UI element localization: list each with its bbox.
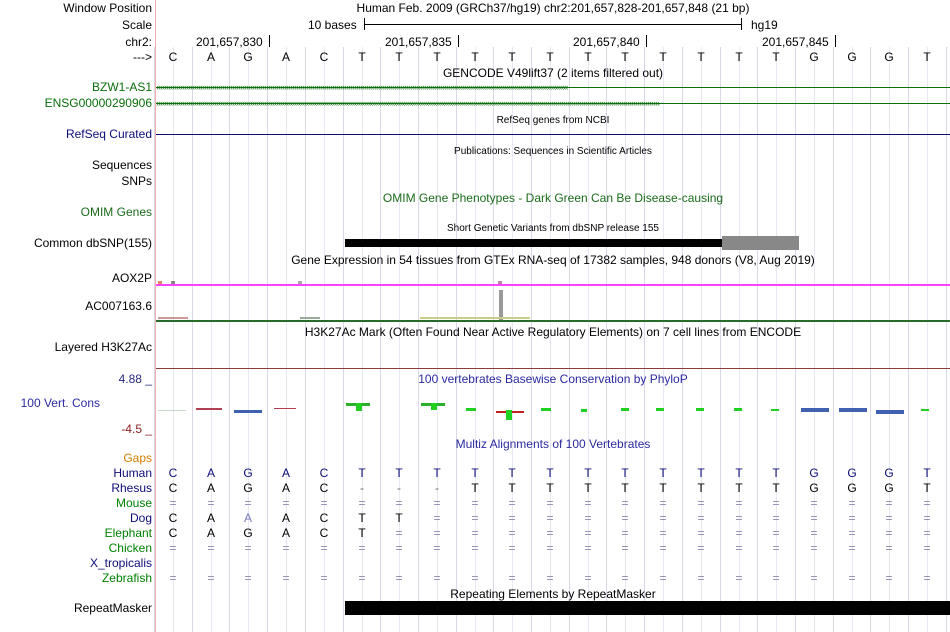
alignment-base: = <box>395 496 403 510</box>
refseq-track-title: RefSeq genes from NCBI <box>496 115 610 126</box>
species-label-zebrafish[interactable]: Zebrafish <box>101 571 152 585</box>
base-letter: C <box>319 50 329 64</box>
h3k27ac-track-title: H3K27Ac Mark (Often Found Near Active Regulatory Elements) on 7 cell lines from ENCODE <box>304 325 802 339</box>
phylop-min-label: -4.5 _ <box>121 422 152 436</box>
omim-label[interactable]: OMIM Genes <box>80 205 152 219</box>
phylop-plot[interactable] <box>156 398 950 424</box>
alignment-base: = <box>772 496 780 510</box>
alignment-base: = <box>320 571 328 585</box>
base-letter: T <box>659 50 667 64</box>
alignment-base: = <box>207 541 215 555</box>
base-letter: C <box>168 50 178 64</box>
alignment-base: A <box>206 526 215 540</box>
alignment-base: = <box>885 571 893 585</box>
alignment-base: = <box>433 541 441 555</box>
alignment-base: T <box>358 511 366 525</box>
alignment-base: = <box>471 496 479 510</box>
alignment-base: = <box>471 511 479 525</box>
base-letter: T <box>395 50 403 64</box>
refseq-gene-line[interactable] <box>156 134 950 135</box>
alignment-base: T <box>735 481 743 495</box>
alignment-base: T <box>621 466 629 480</box>
alignment-base: = <box>358 541 366 555</box>
alignment-base: = <box>244 541 252 555</box>
alignment-base: A <box>206 481 215 495</box>
base-letter: G <box>809 50 819 64</box>
alignment-base: = <box>923 511 931 525</box>
gtex-tissue-bar[interactable] <box>499 290 503 320</box>
position-tick-label: 201,657,835 <box>385 35 452 49</box>
base-letter: T <box>923 50 931 64</box>
scale-bar-left-tick <box>364 18 365 30</box>
alignment-base: = <box>848 526 856 540</box>
dbsnp-label[interactable]: Common dbSNP(155) <box>33 236 152 250</box>
alignment-base: = <box>282 541 290 555</box>
alignment-base: C <box>168 526 178 540</box>
alignment-base: T <box>659 481 667 495</box>
alignment-base: = <box>584 526 592 540</box>
alignment-base: C <box>168 481 178 495</box>
base-letter: T <box>358 50 366 64</box>
position-tick <box>646 35 647 47</box>
repeatmasker-element[interactable] <box>345 601 950 615</box>
omim-track-title: OMIM Gene Phenotypes - Dark Green Can Be Disease-causing <box>382 191 724 205</box>
h3k27ac-baseline <box>156 368 950 369</box>
alignment-base: C <box>319 526 329 540</box>
alignment-base: A <box>281 511 290 525</box>
alignment-base: = <box>169 496 177 510</box>
base-letter: T <box>735 50 743 64</box>
alignment-base: = <box>772 571 780 585</box>
alignment-base: = <box>358 571 366 585</box>
alignment-base: T <box>659 466 667 480</box>
position-tick <box>835 35 836 47</box>
alignment-base: T <box>697 481 705 495</box>
phylop-track-title: 100 vertebrates Basewise Conservation by PhyloP <box>418 372 688 386</box>
gtex-gene-ac007163-6[interactable]: AC007163.6 <box>85 299 152 313</box>
alignment-base: = <box>508 526 516 540</box>
alignment-base: - <box>360 481 364 495</box>
gtex-tissue-bar[interactable] <box>298 281 302 284</box>
alignment-base: = <box>923 571 931 585</box>
alignment-base: = <box>923 526 931 540</box>
scale-bar <box>364 24 741 25</box>
gtex-tissue-bar[interactable] <box>498 281 502 284</box>
alignment-base: = <box>320 541 328 555</box>
alignment-base: = <box>885 526 893 540</box>
gencode-strand-arrows: ›››››››››››››››››››››››››››››››››››››››››››››››››››››››››››››››››››››››››››››››››››››››››››››››››››››››››››››››››››››››››››››››››››››››››››››››››››››››››››››››››››››››››››››››››››››››››››››››››››››››››››››››››››››››››››››››››››››››››››››››››››››››››››› <box>156 98 660 108</box>
alignment-base: A <box>243 511 252 525</box>
alignment-base: = <box>508 571 516 585</box>
alignment-base: T <box>772 466 780 480</box>
alignment-base: T <box>508 466 516 480</box>
alignment-base: = <box>508 541 516 555</box>
chrom-label: chr2: <box>125 35 152 49</box>
alignment-base: C <box>168 466 178 480</box>
alignment-base: = <box>471 541 479 555</box>
alignment-base: A <box>281 481 290 495</box>
base-letter: T <box>433 50 441 64</box>
alignment-base: = <box>810 571 818 585</box>
position-tick-label: 201,657,830 <box>196 35 263 49</box>
alignment-base: = <box>735 526 743 540</box>
alignment-base: = <box>395 541 403 555</box>
alignment-base: G <box>847 481 857 495</box>
alignment-base: = <box>697 541 705 555</box>
alignment-base: = <box>584 541 592 555</box>
alignment-base: T <box>584 466 592 480</box>
alignment-base: = <box>810 496 818 510</box>
position-tick-label: 201,657,840 <box>573 35 640 49</box>
window-position-text: Human Feb. 2009 (GRCh37/hg19) chr2:201,657,828-201,657,848 (21 bp) <box>356 1 750 15</box>
alignment-base: = <box>885 541 893 555</box>
gtex-tissue-bar[interactable] <box>300 317 320 319</box>
position-tick <box>269 35 270 47</box>
alignment-base: = <box>885 511 893 525</box>
alignment-base: = <box>169 571 177 585</box>
species-label-dog[interactable]: Dog <box>129 511 152 525</box>
alignment-base: = <box>772 511 780 525</box>
base-letter: T <box>508 50 516 64</box>
base-letter: T <box>471 50 479 64</box>
publications-track-title: Publications: Sequences in Scientific Articles <box>454 146 652 157</box>
alignment-base: G <box>809 481 819 495</box>
alignment-base: = <box>433 496 441 510</box>
species-label-human[interactable]: Human <box>113 466 152 480</box>
alignment-base: = <box>546 541 554 555</box>
alignment-base: = <box>508 496 516 510</box>
base-letter: T <box>697 50 705 64</box>
gtex-tissue-bar[interactable] <box>158 281 162 284</box>
species-label-mouse[interactable]: Mouse <box>115 496 152 510</box>
alignment-base: = <box>772 541 780 555</box>
alignment-base: G <box>243 526 253 540</box>
alignment-base: = <box>848 496 856 510</box>
position-tick-label: 201,657,845 <box>762 35 829 49</box>
label-gutter-divider <box>155 0 156 632</box>
alignment-base: = <box>659 526 667 540</box>
gtex-gene-aox2p[interactable]: AOX2P <box>111 271 152 285</box>
alignment-base: = <box>697 571 705 585</box>
alignment-base: = <box>810 541 818 555</box>
alignment-base: = <box>772 526 780 540</box>
alignment-base: = <box>735 496 743 510</box>
alignment-base: = <box>395 571 403 585</box>
species-label-x_tropicalis[interactable]: X_tropicalis <box>89 556 152 570</box>
alignment-base: A <box>281 466 290 480</box>
h3k27ac-label[interactable]: Layered H3K27Ac <box>54 340 152 354</box>
alignment-base: = <box>621 541 629 555</box>
alignment-base: = <box>546 571 554 585</box>
alignment-base: = <box>508 511 516 525</box>
alignment-base: - <box>397 481 401 495</box>
alignment-base: = <box>471 526 479 540</box>
alignment-base: = <box>471 571 479 585</box>
gencode-item-bzw1-as1[interactable]: BZW1-AS1 <box>91 80 152 94</box>
alignment-base: = <box>584 496 592 510</box>
base-letter: G <box>243 50 253 64</box>
alignment-base: = <box>735 571 743 585</box>
alignment-base: = <box>320 496 328 510</box>
alignment-base: T <box>508 481 516 495</box>
alignment-base: C <box>319 466 329 480</box>
alignment-base: G <box>847 466 857 480</box>
alignment-base: = <box>207 496 215 510</box>
alignment-base: = <box>169 541 177 555</box>
gtex-aox2p-line[interactable] <box>156 284 950 286</box>
gtex-tissue-bar[interactable] <box>158 317 188 319</box>
alignment-base: T <box>584 481 592 495</box>
alignment-base: C <box>319 511 329 525</box>
strand-label: ---> <box>133 50 152 64</box>
phylop-label[interactable]: 100 Vert. Cons <box>20 396 100 410</box>
alignment-base: = <box>735 541 743 555</box>
base-letter: A <box>206 50 215 64</box>
alignment-base: = <box>659 511 667 525</box>
alignment-base: T <box>923 466 931 480</box>
publications-sequences-label[interactable]: Sequences <box>91 158 152 172</box>
alignment-base: = <box>848 571 856 585</box>
publications-snps-label[interactable]: SNPs <box>121 174 152 188</box>
assembly-label: hg19 <box>751 18 778 32</box>
alignment-base: = <box>621 496 629 510</box>
alignment-base: = <box>282 571 290 585</box>
alignment-base: T <box>621 481 629 495</box>
alignment-base: A <box>281 526 290 540</box>
base-letter: T <box>772 50 780 64</box>
scale-label: Scale <box>121 18 152 32</box>
alignment-base: G <box>243 466 253 480</box>
alignment-base: - <box>435 481 439 495</box>
base-letter: T <box>584 50 592 64</box>
scale-bar-right-tick <box>741 18 742 30</box>
alignment-base: = <box>433 571 441 585</box>
alignment-base: G <box>884 466 894 480</box>
alignment-base: = <box>621 511 629 525</box>
alignment-base: A <box>206 466 215 480</box>
alignment-base: T <box>395 511 403 525</box>
alignment-base: T <box>433 466 441 480</box>
alignment-base: T <box>772 481 780 495</box>
alignment-base: = <box>848 511 856 525</box>
window-position-label: Window Position <box>63 1 152 15</box>
alignment-base: T <box>471 466 479 480</box>
alignment-base: = <box>207 571 215 585</box>
alignment-base: = <box>848 541 856 555</box>
alignment-base: = <box>923 496 931 510</box>
alignment-base: = <box>923 541 931 555</box>
repeatmasker-track-title: Repeating Elements by RepeatMasker <box>450 587 656 601</box>
alignment-base: = <box>659 571 667 585</box>
gencode-strand-arrows: ‹‹‹‹‹‹‹‹‹‹‹‹‹‹‹‹‹‹‹‹‹‹‹‹‹‹‹‹‹‹‹‹‹‹‹‹‹‹‹‹‹‹‹‹‹‹‹‹‹‹‹‹‹‹‹‹‹‹‹‹‹‹‹‹‹‹‹‹‹‹‹‹‹‹‹‹‹‹‹‹‹‹‹‹‹‹‹‹‹‹‹‹‹‹‹‹‹‹‹‹‹‹‹‹‹‹‹‹‹‹‹‹‹‹‹‹‹‹‹‹‹‹‹‹‹‹‹‹‹‹‹‹‹‹‹‹‹‹‹‹‹‹‹‹‹‹‹‹‹‹‹‹‹‹‹‹‹‹‹‹‹‹‹‹‹‹‹‹‹‹‹‹‹‹‹‹‹‹‹‹‹‹‹‹‹‹‹‹‹‹‹‹‹‹‹‹‹‹‹‹‹‹‹‹‹‹ <box>156 82 568 92</box>
alignment-base: = <box>546 496 554 510</box>
position-tick <box>458 35 459 47</box>
alignment-base: = <box>697 526 705 540</box>
alignment-base: = <box>885 496 893 510</box>
alignment-base: = <box>244 496 252 510</box>
alignment-base: = <box>358 496 366 510</box>
dbsnp-track-title: Short Genetic Variants from dbSNP release 155 <box>447 223 659 234</box>
alignment-base: T <box>471 481 479 495</box>
gtex-tissue-bar[interactable] <box>420 317 530 319</box>
species-label-elephant[interactable]: Elephant <box>104 526 152 540</box>
alignment-base: T <box>735 466 743 480</box>
alignment-base: T <box>395 466 403 480</box>
species-label-rhesus[interactable]: Rhesus <box>111 481 152 495</box>
gtex-track-title: Gene Expression in 54 tissues from GTEx RNA-seq of 17382 samples, 948 donors (V8, Aug 2019) <box>291 253 815 267</box>
alignment-base: G <box>243 481 253 495</box>
base-letter: A <box>281 50 290 64</box>
alignment-base: = <box>433 526 441 540</box>
alignment-base: = <box>584 571 592 585</box>
alignment-base: = <box>621 526 629 540</box>
alignment-base: = <box>659 496 667 510</box>
alignment-base: T <box>358 466 366 480</box>
alignment-base: = <box>395 526 403 540</box>
gencode-track-title: GENCODE V49lift37 (2 items filtered out) <box>442 66 664 80</box>
phylop-bars <box>158 403 929 420</box>
base-letter: G <box>884 50 894 64</box>
alignment-base: = <box>697 496 705 510</box>
alignment-base: T <box>358 526 366 540</box>
alignment-base: C <box>319 481 329 495</box>
alignment-base: = <box>810 526 818 540</box>
base-letter: T <box>546 50 554 64</box>
base-letter: T <box>621 50 629 64</box>
alignment-base: G <box>884 481 894 495</box>
repeatmasker-label[interactable]: RepeatMasker <box>73 601 152 615</box>
alignment-base: T <box>923 481 931 495</box>
alignment-base: = <box>433 511 441 525</box>
alignment-base: = <box>546 526 554 540</box>
base-letter: G <box>847 50 857 64</box>
multiz-gaps-label: Gaps <box>123 451 152 465</box>
alignment-base: = <box>244 571 252 585</box>
alignment-base: = <box>282 496 290 510</box>
dbsnp-variant-bar-secondary[interactable] <box>722 236 799 250</box>
alignment-base: = <box>621 571 629 585</box>
alignment-base: G <box>809 466 819 480</box>
refseq-label[interactable]: RefSeq Curated <box>65 127 152 141</box>
gtex-ac007163-line[interactable] <box>156 320 950 322</box>
alignment-base: T <box>546 466 554 480</box>
gencode-item-ensg00000290906[interactable]: ENSG00000290906 <box>44 96 152 110</box>
alignment-base: = <box>584 511 592 525</box>
alignment-base: T <box>546 481 554 495</box>
alignment-base: = <box>810 511 818 525</box>
phylop-max-label: 4.88 _ <box>118 372 152 386</box>
alignment-base: = <box>697 511 705 525</box>
alignment-base: T <box>697 466 705 480</box>
alignment-base: C <box>168 511 178 525</box>
alignment-base: = <box>735 511 743 525</box>
alignment-base: = <box>546 511 554 525</box>
multiz-track-title: Multiz Alignments of 100 Vertebrates <box>455 437 651 451</box>
alignment-base: = <box>659 541 667 555</box>
gtex-tissue-bar[interactable] <box>171 281 175 284</box>
scale-text: 10 bases <box>308 18 357 32</box>
alignment-base: A <box>206 511 215 525</box>
species-label-chicken[interactable]: Chicken <box>108 541 152 555</box>
